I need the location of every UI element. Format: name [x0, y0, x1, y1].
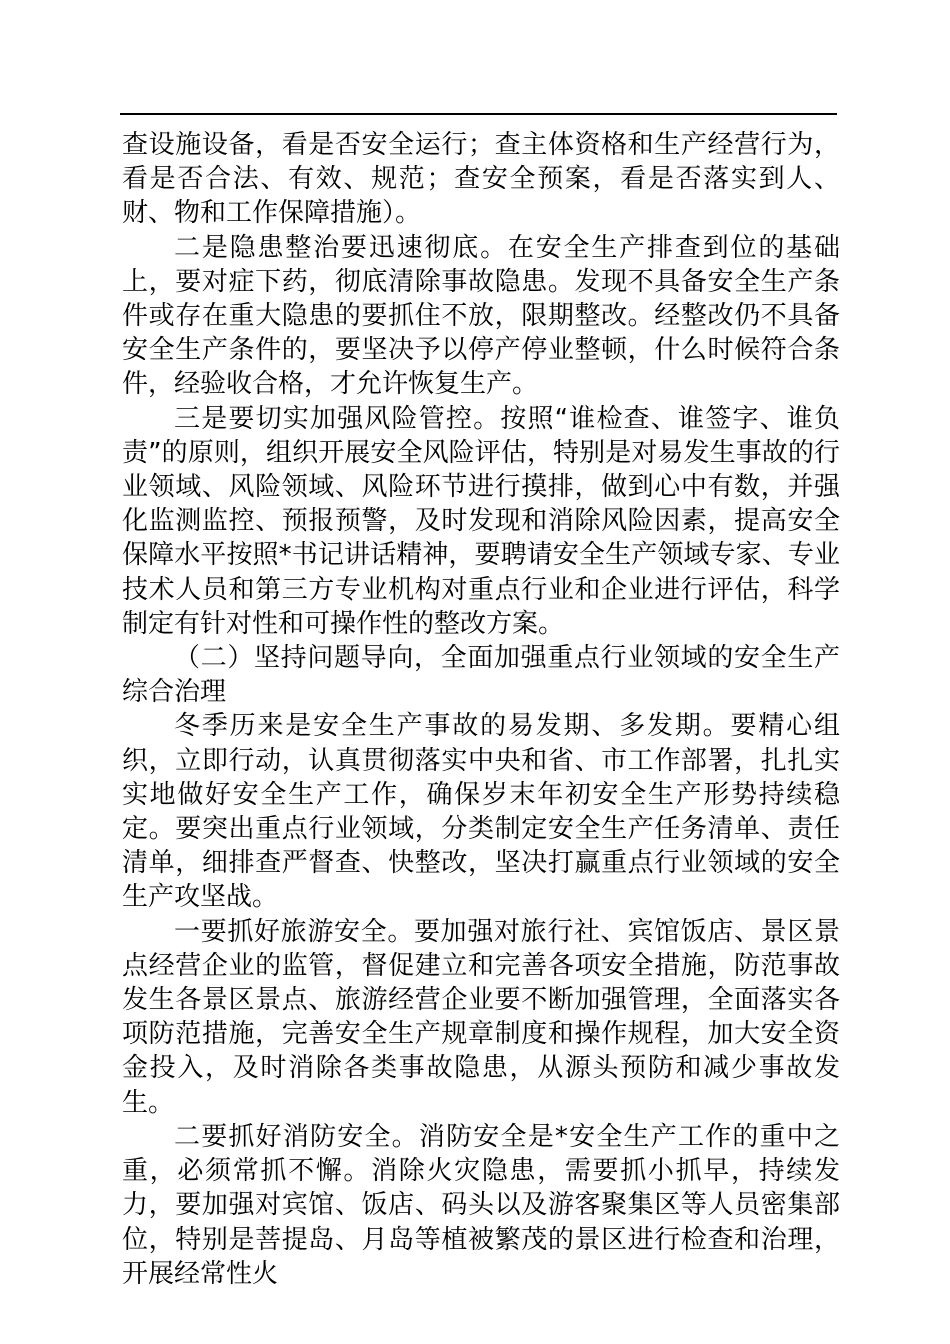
paragraph-risk-control: 三是要切实加强风险管控。按照“谁检查、谁签字、谁负责”的原则，组织开展安全风险评估，特别是对易发生事故的行业领域、风险领域、风险环节进行摸排，做到心中有数，并强化监测监控、预报预警，及时发现和消除风险因素，提高安全保障水平按照*书记讲话精神，要聘请安全生产领域专家、专业技术人员和第三方专业机构对重点行业和企业进行评估，科学制定有针对性和可操作性的整改方案。 [122, 403, 840, 639]
header-rule [120, 113, 837, 115]
paragraph-tourism-safety: 一要抓好旅游安全。要加强对旅行社、宾馆饭店、景区景点经营企业的监管，督促建立和完善各项安全措施，防范事故发生各景区景点、旅游经营企业要不断加强管理，全面落实各项防范措施，完善安全生产规章制度和操作规程，加大安全资金投入，及时消除各类事故隐患，从源头预防和减少事故发生。 [122, 916, 840, 1118]
paragraph-hazard-rectification: 二是隐患整治要迅速彻底。在安全生产排查到位的基础上，要对症下药，彻底清除事故隐患。发现不具备安全生产条件或存在重大隐患的要抓住不放，限期整改。经整改仍不具备安全生产条件的，要坚决予以停产停业整顿，什么时候符合条件，经验收合格，才允许恢复生产。 [122, 232, 840, 400]
document-body [122, 128, 840, 1291]
paragraph-fire-safety: 二要抓好消防安全。消防安全是*安全生产工作的重中之重，必须常抓不懈。消除火灾隐患，需要抓小抓早，持续发力，要加强对宾馆、饭店、码头以及游客聚集区等人员密集部位，特别是菩提岛、月岛等植被繁茂的景区进行检查和治理，开展经常性火 [122, 1121, 840, 1289]
section-heading-2: （二）坚持问题导向，全面加强重点行业领域的安全生产综合治理 [122, 643, 840, 708]
paragraph-winter-safety: 冬季历来是安全生产事故的易发期、多发期。要精心组织，立即行动，认真贯彻落实中央和省、市工作部署，扎扎实实地做好安全生产工作，确保岁末年初安全生产形势持续稳定。要突出重点行业领域，分类制定安全生产任务清单、责任清单，细排查严督查、快整改，坚决打赢重点行业领域的安全生产攻坚战。 [122, 711, 840, 913]
paragraph-inspection-continued: 查设施设备，看是否安全运行；查主体资格和生产经营行为，看是否合法、有效、规范；查安全预案，看是否落实到人、财、物和工作保障措施）。 [122, 130, 840, 229]
